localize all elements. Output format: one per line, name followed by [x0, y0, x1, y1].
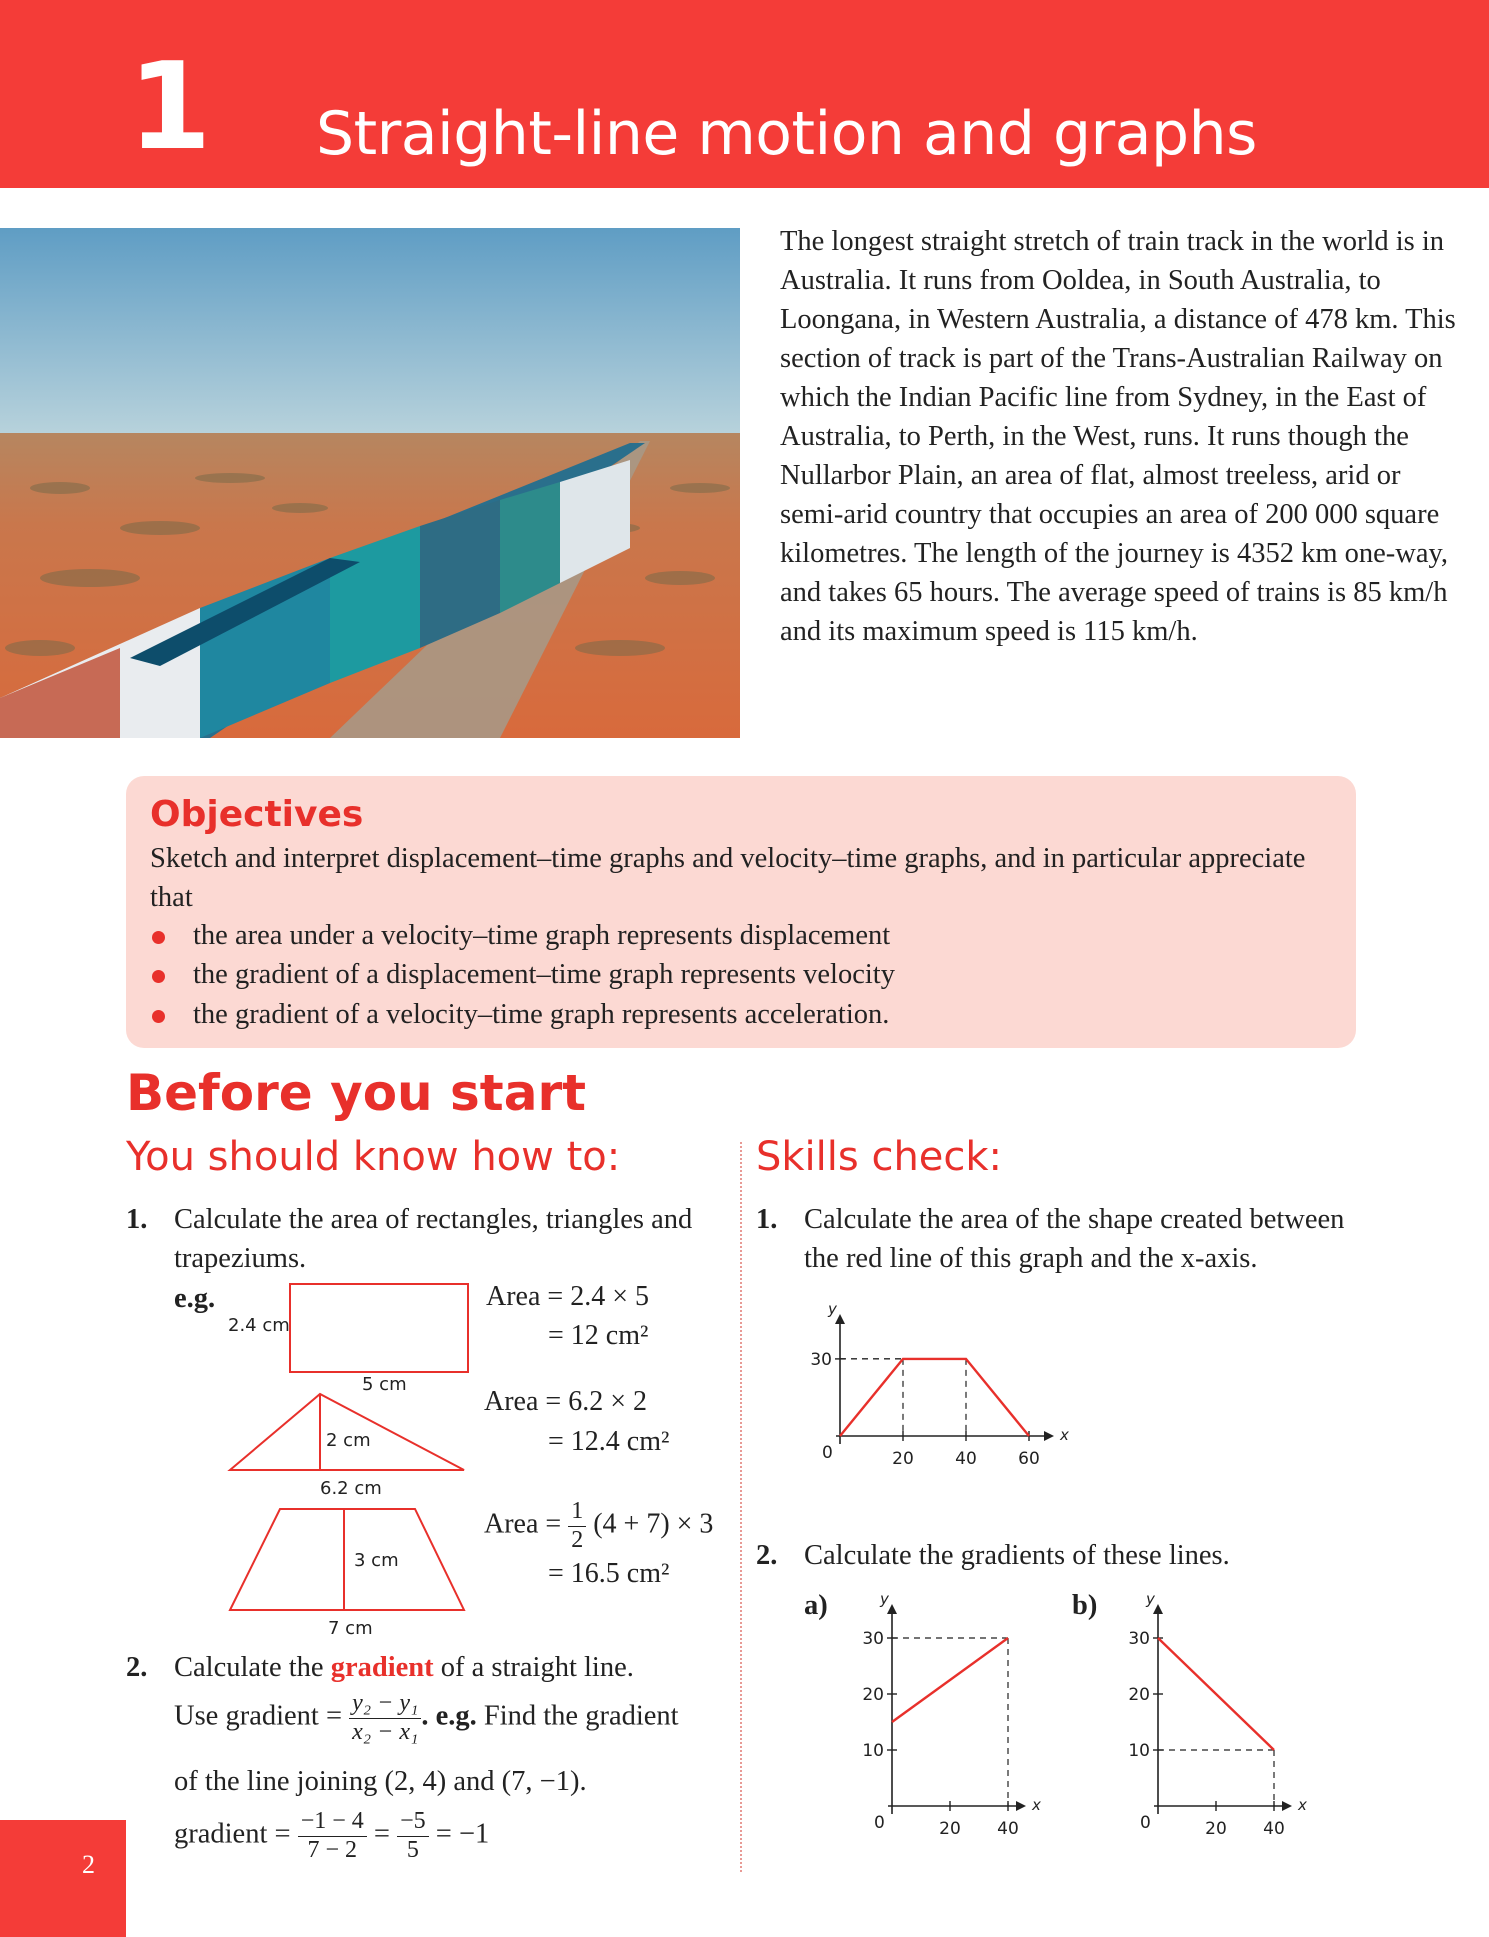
objective-bullet: [150, 996, 889, 1034]
before-you-start-title: Before you start: [126, 1064, 587, 1122]
y-axis-label: y: [1146, 1590, 1155, 1608]
x-axis-arrow-icon: [1044, 1431, 1054, 1441]
triangle-base-label: 6.2 cm: [320, 1478, 382, 1499]
area-rectangle-line1: Area = 2.4 × 5: [486, 1281, 649, 1312]
y-tick-label: 30: [862, 1629, 884, 1649]
gradient-formula-fraction: [349, 1690, 421, 1746]
y-axis-label: y: [880, 1590, 889, 1608]
half-fraction: [568, 1498, 586, 1554]
gradient-label: gradient =: [174, 1818, 291, 1850]
gradient-graph-b: [1098, 1588, 1318, 1838]
use-gradient-label: Use gradient =: [174, 1700, 343, 1732]
intro-paragraph: The longest straight stretch of train track in the world is in Australia. It runs from Ooldea, in South Australia, to Loongana, in Western Australia, a distance of 478 km. This section of track is part of the Trans-Australian Railway on which the Indian Pacific line from Sydney, in the East of Australia, to Perth, in the West, runs. It runs though the Nullarbor Plain, an area of flat, almost treeless, arid or semi-arid country that occupies an area of 200 000 square kilometres. The length of the journey is 4352 km one-way, and takes 65 hours. The average speed of trains is 85 km/h and its maximum speed is 115 km/h.: [780, 226, 1456, 647]
objective-bullet: [150, 956, 895, 994]
x-axis-label: x: [1060, 1426, 1069, 1444]
part-a-label: a): [804, 1590, 828, 1621]
area-trapezium-line2: = 16.5 cm²: [548, 1558, 670, 1589]
data-series-line: [1158, 1638, 1274, 1750]
x-axis-arrow-icon: [1016, 1801, 1026, 1811]
rect-height-label: 2.4 cm: [228, 1315, 290, 1336]
x-tick-label: 20: [939, 1819, 961, 1838]
fraction-denominator: 5: [406, 1836, 419, 1863]
page-number: 2: [82, 1850, 95, 1879]
objectives-title: Objectives: [150, 794, 364, 835]
fraction-numerator: −5: [397, 1808, 429, 1837]
x-tick-label: 40: [997, 1819, 1019, 1838]
equals-sign: =: [373, 1818, 390, 1850]
gradient-formula-line: [174, 1690, 679, 1746]
column-divider: [740, 1142, 742, 1872]
objectives-text: Sketch and interpret displacement–time graphs and velocity–time graphs, and in particular appreciate that: [150, 843, 1306, 913]
area-triangle-line2: = 12.4 cm²: [548, 1426, 670, 1457]
eg-label: . e.g.: [421, 1700, 477, 1732]
y-tick-label: 10: [1128, 1741, 1150, 1761]
x-tick-label: 40: [1263, 1819, 1285, 1838]
trapezium-height-label: 3 cm: [354, 1550, 399, 1571]
data-series-line: [892, 1638, 1008, 1722]
y-tick-label: 30: [1128, 1629, 1150, 1649]
left-item-2-text: [174, 1648, 634, 1687]
chapter-title: Straight-line motion and graphs: [316, 99, 1257, 169]
area-rectangle-line2: = 12 cm²: [548, 1320, 649, 1351]
example-text: Find the gradient: [483, 1700, 679, 1732]
x-tick-label: 40: [955, 1449, 977, 1469]
y-axis-label: y: [828, 1300, 837, 1318]
bullet-icon: [152, 931, 165, 944]
area-label: Area =: [484, 1508, 562, 1540]
x-tick-label: 20: [892, 1449, 914, 1469]
x-axis-label: x: [1032, 1796, 1041, 1814]
text-segment: Calculate the: [174, 1652, 324, 1683]
result: = −1: [435, 1818, 490, 1850]
right-item-2-text: Calculate the gradients of these lines.: [804, 1540, 1230, 1571]
x-axis-label: x: [1298, 1796, 1307, 1814]
working-fraction-1: [298, 1808, 367, 1864]
left-item-1-number: 1.: [126, 1204, 148, 1235]
bullet-icon: [152, 1010, 165, 1023]
page-number-tab: [0, 1820, 126, 1937]
gradient-graph-a: [830, 1588, 1050, 1838]
x-tick-label: 0: [874, 1813, 885, 1833]
objective-item: the gradient of a velocity–time graph represents acceleration.: [193, 999, 890, 1030]
x-axis-arrow-icon: [1282, 1801, 1292, 1811]
x-tick-label: 0: [822, 1443, 833, 1463]
area-expression: (4 + 7) × 3: [593, 1508, 714, 1540]
working-fraction-2: [397, 1808, 429, 1864]
fraction-denominator: x₂ − x₁: [352, 1718, 419, 1745]
objective-item: the area under a velocity–time graph represents displacement: [193, 920, 891, 951]
triangle-height-label: 2 cm: [326, 1430, 371, 1451]
chapter-number: 1: [128, 38, 212, 177]
objective-bullet: [150, 917, 890, 955]
data-series-line: [840, 1359, 1029, 1436]
fraction-denominator: 2: [571, 1526, 584, 1553]
right-item-1-text: Calculate the area of the shape created between the red line of this graph and the x-axis.: [804, 1204, 1345, 1274]
x-tick-label: 0: [1140, 1813, 1151, 1833]
y-tick-label: 10: [862, 1741, 884, 1761]
right-item-2-number: 2.: [756, 1540, 778, 1571]
gradient-keyword: gradient: [330, 1652, 434, 1683]
fraction-numerator: y₂ − y₁: [349, 1690, 421, 1719]
skills-check-heading: Skills check:: [756, 1134, 1003, 1180]
fraction-denominator: 7 − 2: [307, 1836, 358, 1863]
eg-label: e.g.: [174, 1283, 216, 1314]
rectangle-shape: [290, 1284, 468, 1372]
trapezium-shape: [230, 1509, 464, 1610]
gradient-working: [174, 1808, 489, 1864]
left-item-1-text: Calculate the area of rectangles, triangles and trapeziums.: [174, 1204, 693, 1274]
y-tick-label: 30: [810, 1349, 832, 1370]
part-b-label: b): [1072, 1590, 1098, 1621]
example-line: of the line joining (2, 4) and (7, −1).: [174, 1766, 587, 1797]
area-trapezium-line1: [484, 1498, 713, 1554]
left-item-2-number: 2.: [126, 1652, 148, 1683]
rect-width-label: 5 cm: [362, 1374, 407, 1395]
y-tick-label: 20: [1128, 1685, 1150, 1705]
text-segment: of a straight line.: [440, 1652, 634, 1683]
bullet-icon: [152, 970, 165, 983]
area-triangle-line1: Area = 6.2 × 2: [484, 1386, 647, 1417]
fraction-numerator: 1: [568, 1498, 586, 1527]
fraction-numerator: −1 − 4: [298, 1808, 367, 1837]
x-tick-label: 60: [1018, 1449, 1040, 1469]
train-photo: [0, 228, 740, 738]
trapezium-graph: [780, 1290, 1080, 1480]
y-tick-label: 20: [862, 1685, 884, 1705]
right-item-1-number: 1.: [756, 1204, 778, 1235]
objective-item: the gradient of a displacement–time graph represents velocity: [193, 959, 895, 990]
you-should-know-heading: You should know how to:: [126, 1134, 621, 1180]
trapezium-base-label: 7 cm: [328, 1618, 373, 1639]
x-tick-label: 20: [1205, 1819, 1227, 1838]
